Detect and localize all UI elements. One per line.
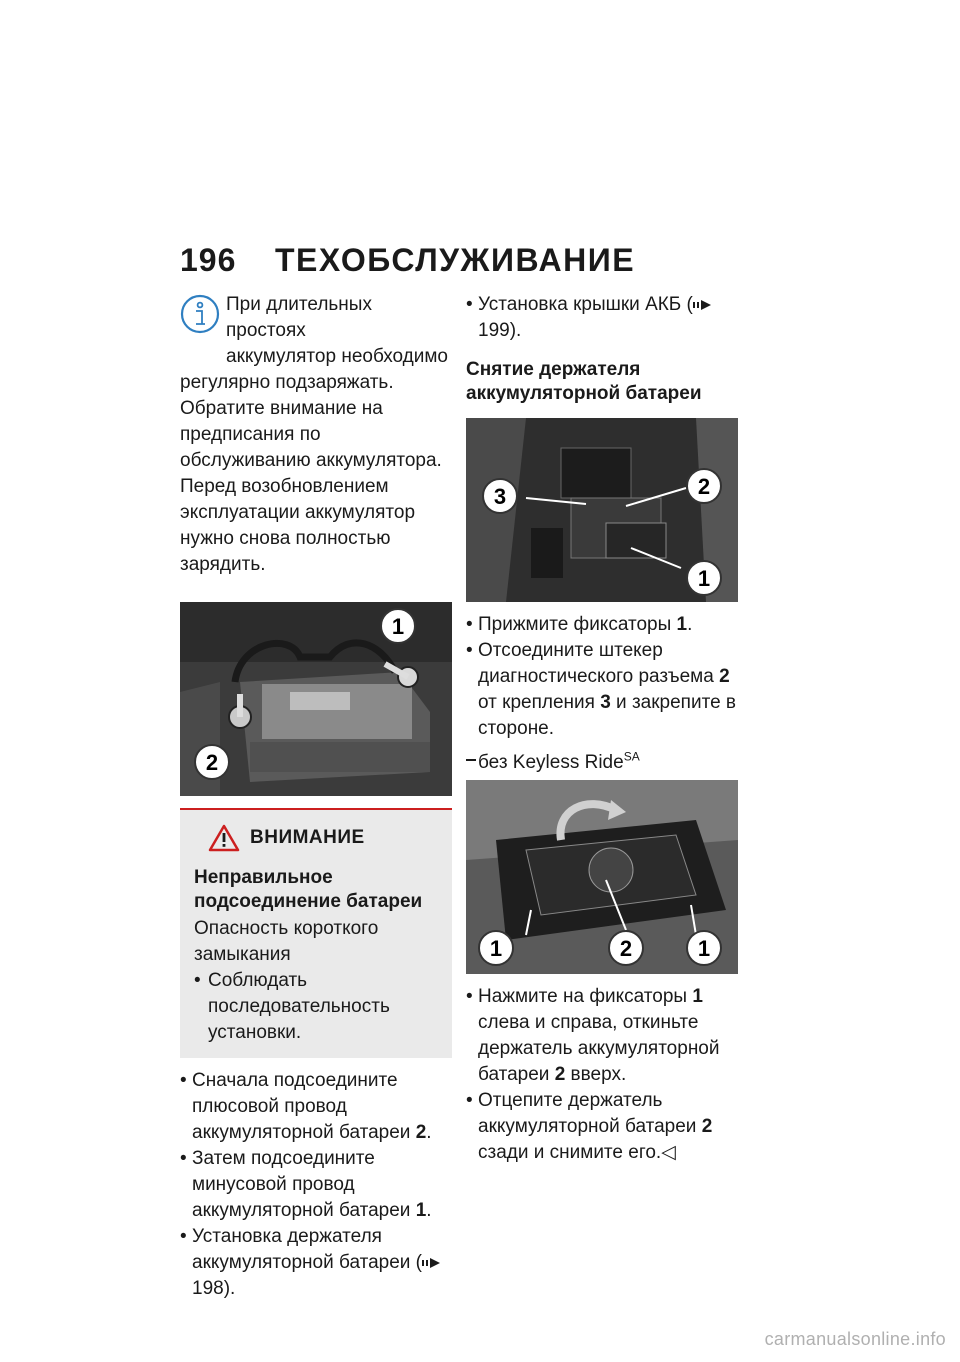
info-text: регулярно подзаряжать. Обратите внимание на предписания по обслуживанию аккумулятора. Перед возобновлением эксплуатации аккумулятор нужно снова полностью зарядить. bbox=[180, 372, 442, 575]
info-line-1: При длительных простоях bbox=[226, 294, 372, 341]
step-minus: • Затем подсоедините минусовой провод аккумуляторной батареи 1. bbox=[180, 1146, 452, 1224]
photo3-label-1a: 1 bbox=[489, 936, 503, 961]
page-title: ТЕХОБСЛУЖИВАНИЕ bbox=[275, 242, 636, 278]
page-ref-198[interactable]: 198 bbox=[192, 1278, 224, 1299]
left-steps bbox=[180, 1068, 452, 1302]
photo2-label-1: 1 bbox=[697, 566, 711, 591]
left-column bbox=[180, 292, 452, 1302]
page-ref-arrow-icon bbox=[422, 1257, 442, 1269]
step-plus: • Сначала подсоедините плюсовой провод аккумуляторной батареи 2. bbox=[180, 1068, 452, 1146]
photo2-label-3: 3 bbox=[493, 484, 507, 509]
step-disconnect-plug: • Отсоедините штекер диагностического разъема 2 от крепления 3 и закрепите в стороне. bbox=[466, 638, 740, 742]
photo1-label-2: 2 bbox=[205, 750, 219, 775]
warning-box bbox=[180, 808, 452, 1058]
info-line-2: аккумулятор необходимо bbox=[226, 346, 448, 367]
warning-label: ВНИМАНИЕ bbox=[250, 827, 365, 848]
page-number: 196 bbox=[180, 242, 237, 278]
photo3-label-2: 2 bbox=[619, 936, 633, 961]
photo3-label-1b: 1 bbox=[697, 936, 711, 961]
right-steps-a bbox=[466, 612, 740, 742]
right-column bbox=[466, 292, 740, 1166]
step-install-cover: • Установка крышки АКБ ( 199). bbox=[466, 292, 740, 344]
warning-bullet: • Соблюдать последовательность установки. bbox=[194, 968, 442, 1046]
section-heading: Снятие держателя аккумуляторной батареи bbox=[466, 359, 702, 404]
battery-holder-photo bbox=[466, 780, 738, 974]
photo2-label-2: 2 bbox=[697, 474, 711, 499]
warning-text: Опасность короткого замыкания bbox=[194, 918, 379, 965]
info-note bbox=[180, 292, 452, 578]
footer-watermark: carmanualsonline.info bbox=[764, 1329, 946, 1349]
photo1-label-1: 1 bbox=[391, 614, 405, 639]
right-steps-b bbox=[466, 984, 740, 1166]
step-flip-holder: • Нажмите на фиксаторы 1 слева и справа, откиньте держатель аккумуляторной батареи 2 вверх. bbox=[466, 984, 740, 1088]
warning-icon bbox=[208, 824, 240, 852]
info-icon bbox=[180, 294, 220, 334]
step-remove-holder: • Отцепите держатель аккумуляторной батареи 2 сзади и снимите его.◁ bbox=[466, 1088, 740, 1166]
warning-heading: Неправильное подсоединение батареи bbox=[194, 867, 423, 912]
page-ref-arrow-icon bbox=[693, 299, 713, 311]
diagnostic-connector-photo bbox=[466, 418, 738, 602]
page-ref-199[interactable]: 199 bbox=[478, 320, 510, 341]
step-press-latches: • Прижмите фиксаторы 1. bbox=[466, 612, 740, 638]
end-of-section-icon: ◁ bbox=[661, 1142, 676, 1163]
variant-label: без Keyless Ride$^{SA}$ bbox=[466, 750, 740, 776]
step-install-holder: • Установка держателя аккумуляторной батареи ( 198). bbox=[180, 1224, 452, 1302]
battery-terminals-photo bbox=[180, 602, 452, 796]
